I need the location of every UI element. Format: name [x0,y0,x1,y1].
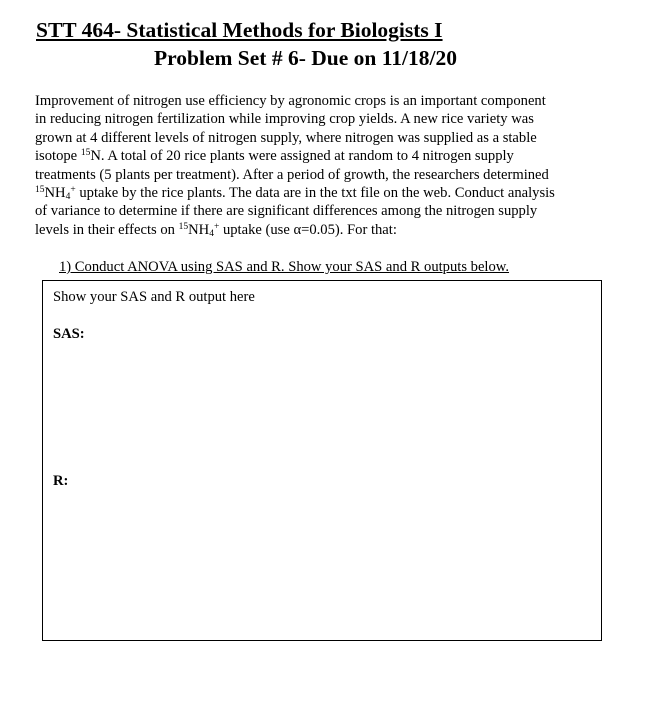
line4-before-text: isotope [35,148,81,165]
description-line-4 [35,147,620,165]
description-line-3: grown at 4 different levels of nitrogen supply, where nitrogen was supplied as a stable [35,129,537,146]
line6-after-text: uptake by the rice plants. The data are in the txt file on the web. Conduct analysis [75,185,555,202]
problem-set-title: Problem Set # 6- Due on 11/18/20 [154,46,457,70]
line8-after-text: uptake (use α=0.05). For that: [219,221,397,238]
description-line-7: of variance to determine if there are significant differences among the nitrogen supply [35,203,538,220]
course-title: STT 464- Statistical Methods for Biologists I [36,18,443,42]
description-line-2: in reducing nitrogen fertilization while improving crop yields. A new rice variety was [35,111,534,128]
isotope-superscript: 15 [80,148,91,158]
description-line-1: Improvement of nitrogen use efficiency by agronomic crops is an important component [35,93,546,109]
ammonium-charge: + [70,184,76,195]
ammonium-charge: + [213,221,220,232]
r-output-label: R: [53,473,69,489]
problem-description [35,92,620,239]
answer-box[interactable] [42,280,602,641]
ammonium-base: NH [188,221,210,238]
isotope-superscript: 15 [35,184,45,195]
isotope-superscript: 15 [178,221,189,232]
answer-box-prompt: Show your SAS and R output here [53,289,255,305]
question-1: 1) Conduct ANOVA using SAS and R. Show your SAS and R outputs below. [59,259,510,275]
ammonium-base: NH [44,185,66,202]
description-line-6 [35,184,620,202]
ammonium-subscript: 4 [209,228,214,239]
sas-output-label: SAS: [53,326,85,342]
ammonium-subscript: 4 [65,191,71,202]
line4-after-text: N. A total of 20 rice plants were assigned at random to 4 nitrogen supply [90,148,514,165]
line8-before-text: levels in their effects on [35,221,179,238]
description-line-8 [35,221,620,239]
description-line-5: treatments (5 plants per treatment). After a period of growth, the researchers determined [35,166,549,183]
